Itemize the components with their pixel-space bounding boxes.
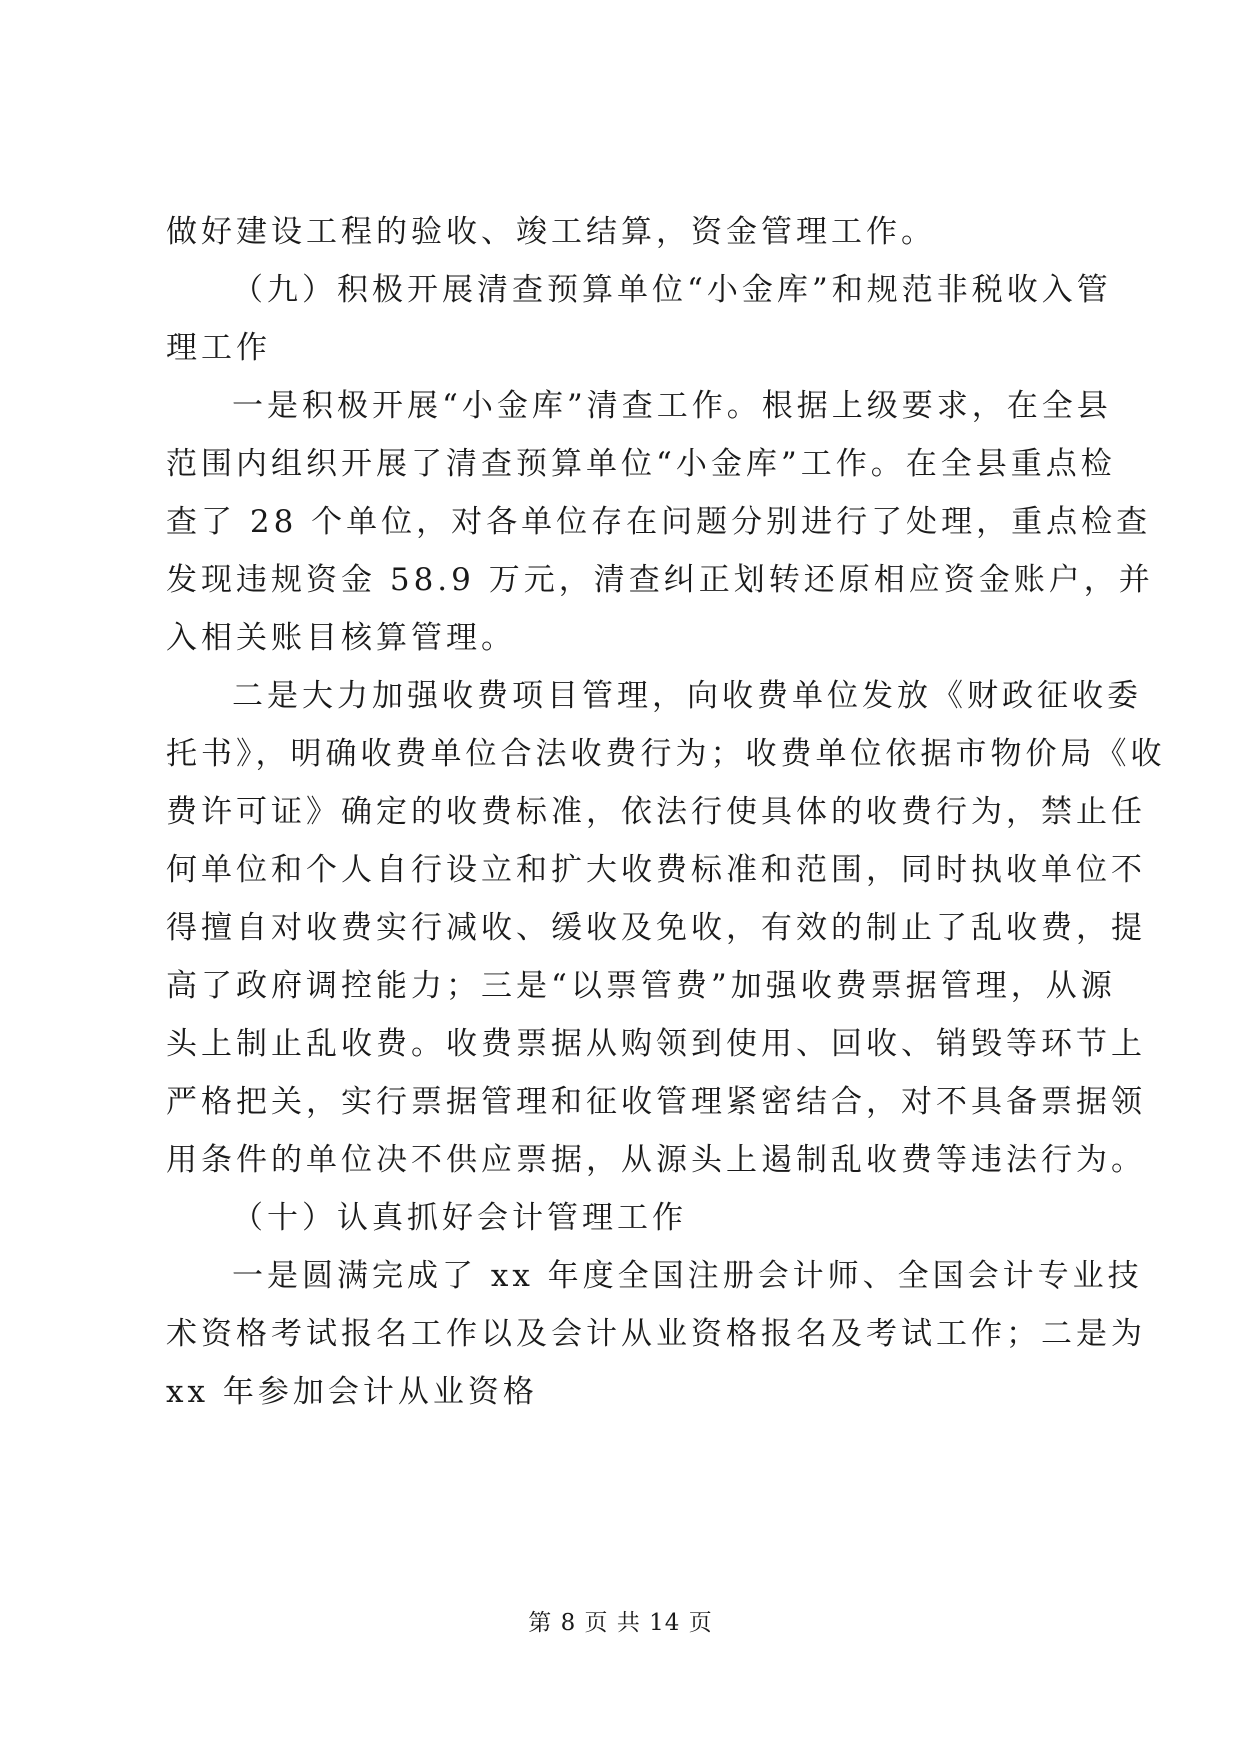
text-line: 费许可证》确定的收费标准，依法行使具体的收费行为，禁止任 (166, 794, 1146, 830)
text-line: 头上制止乱收费。收费票据从购领到使用、回收、销毁等环节上 (166, 1026, 1146, 1062)
text-line: 范围内组织开展了清查预算单位“小金库”工作。在全县重点检 (166, 446, 1116, 482)
text-line: 用条件的单位决不供应票据，从源头上遏制乱收费等违法行为。 (166, 1142, 1146, 1178)
text-line: 做好建设工程的验收、竣工结算，资金管理工作。 (166, 214, 936, 250)
text-line: xx 年参加会计从业资格 (166, 1374, 538, 1410)
page-number-footer: 第 8 页 共 14 页 (528, 1610, 713, 1636)
text-line: 查了 28 个单位，对各单位存在问题分别进行了处理，重点检查 (166, 504, 1152, 540)
text-line: 托书》，明确收费单位合法收费行为；收费单位依据市物价局《收 (166, 736, 1166, 772)
text-line: 一是积极开展“小金库”清查工作。根据上级要求，在全县 (232, 388, 1112, 424)
section-heading: （十）认真抓好会计管理工作 (232, 1200, 687, 1236)
text-line: 二是大力加强收费项目管理，向收费单位发放《财政征收委 (232, 678, 1142, 714)
text-line: 得擅自对收费实行减收、缓收及免收，有效的制止了乱收费，提 (166, 910, 1146, 946)
text-line: 术资格考试报名工作以及会计从业资格报名及考试工作；二是为 (166, 1316, 1146, 1352)
text-line: 高了政府调控能力；三是“以票管费”加强收费票据管理，从源 (166, 968, 1116, 1004)
section-heading: （九）积极开展清查预算单位“小金库”和规范非税收入管 (232, 272, 1112, 308)
text-line: 发现违规资金 58.9 万元，清查纠正划转还原相应资金账户，并 (166, 562, 1154, 598)
section-heading-continuation: 理工作 (166, 330, 271, 366)
text-line: 入相关账目核算管理。 (166, 620, 516, 656)
text-line: 何单位和个人自行设立和扩大收费标准和范围，同时执收单位不 (166, 852, 1146, 888)
text-line: 严格把关，实行票据管理和征收管理紧密结合，对不具备票据领 (166, 1084, 1146, 1120)
text-line: 一是圆满完成了 xx 年度全国注册会计师、全国会计专业技 (232, 1258, 1143, 1294)
